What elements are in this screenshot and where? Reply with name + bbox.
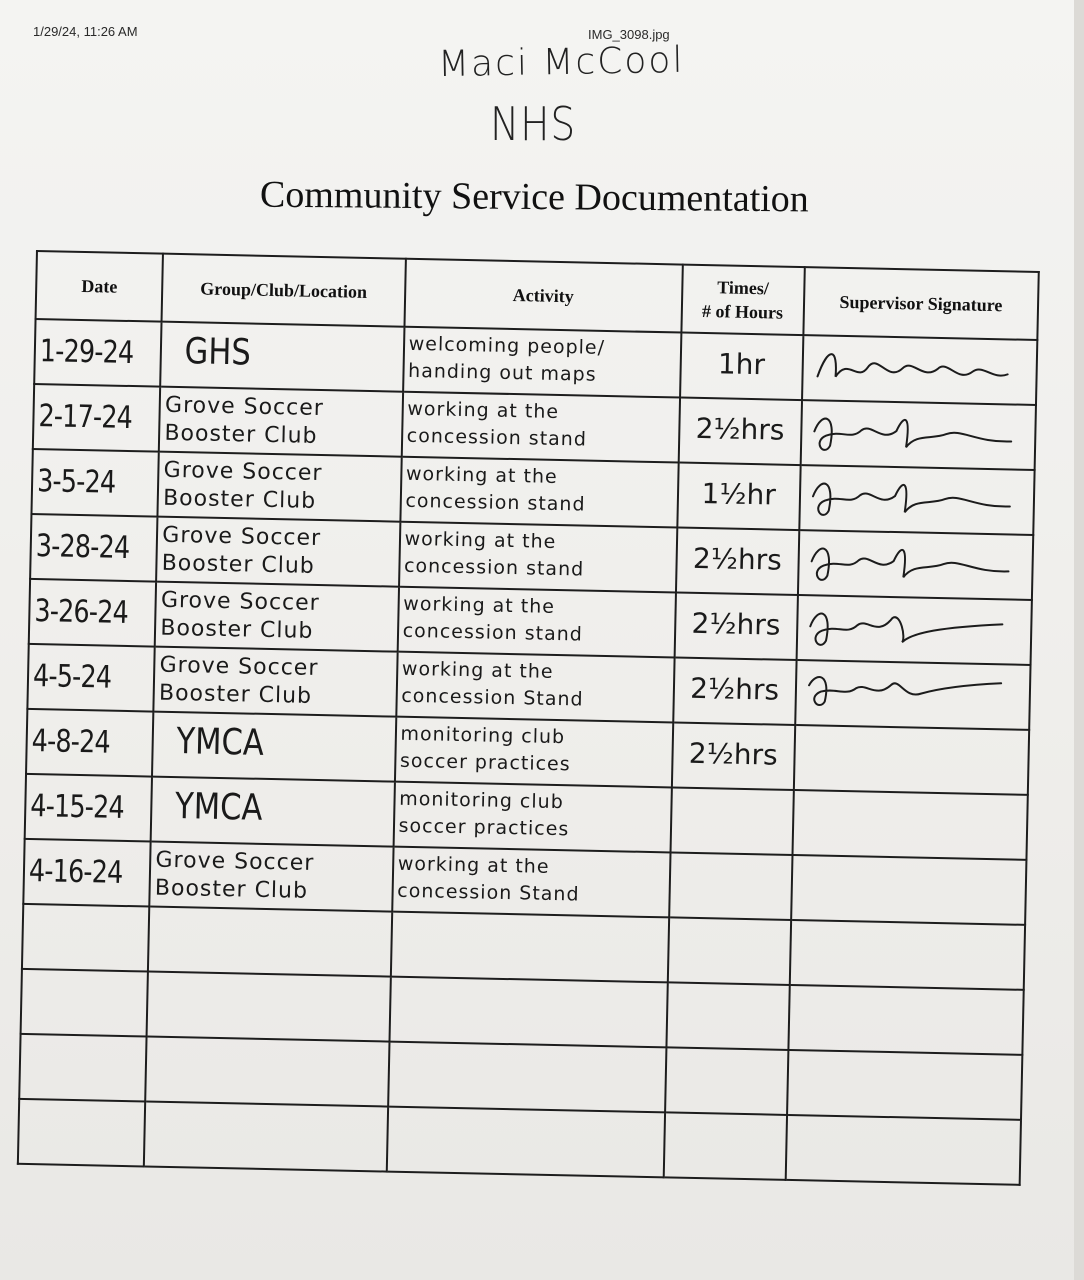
cell-date [23,839,151,907]
cell-signature [802,335,1038,405]
activity-value: working at the concession stand [406,397,588,451]
signature-stroke [810,613,1003,648]
cell-signature [795,660,1031,730]
cell-date [18,1099,146,1167]
cell-signature [796,595,1032,665]
hours-value: 2½hrs [695,411,785,447]
date-value [26,1035,121,1037]
column-header-hours [681,265,805,336]
date-value [27,970,122,972]
cell-hours [667,917,791,985]
cell-date [22,904,150,972]
cell-hours [680,333,804,401]
cell-hours [674,592,798,660]
date-value: 3-28-24 [35,528,130,567]
date-value: 3-26-24 [34,593,129,632]
cell-activity [389,977,667,1048]
cell-activity [399,522,677,593]
service-log-table-wrapper [17,250,1040,1186]
cell-activity [390,912,668,983]
activity-value: working at the concession stand [405,462,586,516]
group-value: Grove Soccer Booster Club [164,392,325,449]
organization-label: NHS [490,97,577,151]
service-log-table [17,250,1040,1186]
cell-group [148,907,392,977]
cell-activity [392,847,670,918]
cell-date [33,384,161,452]
cell-hours [677,462,801,530]
cell-hours [671,722,795,790]
date-value: 4-5-24 [32,658,112,696]
signature-stroke [812,483,1010,519]
signature-stroke [811,548,1009,584]
cell-hours [663,1112,787,1180]
group-value: YMCA [176,721,265,764]
group-value: YMCA [174,786,264,829]
signature-stroke [808,677,1001,709]
cell-group [144,1101,388,1171]
supervisor-signature [800,661,1025,726]
cell-group [160,322,404,392]
cell-date [31,449,159,517]
date-value: 1-29-24 [39,333,134,372]
cell-activity [397,587,675,658]
cell-signature [788,985,1024,1055]
group-value: Grove Soccer Booster Club [160,587,321,644]
column-header-hours-line1: Times/ [716,277,770,299]
cell-group [151,777,395,847]
page-edge-shadow [1074,0,1084,1280]
cell-date [29,579,157,647]
group-value: GHS [184,331,252,374]
supervisor-signature [806,401,1031,466]
cell-group [155,582,399,652]
column-header-group: Group/Club/Location [162,254,406,327]
cell-date [27,644,155,712]
column-header-activity: Activity [404,259,682,333]
cell-activity [386,1107,664,1178]
cell-group [154,647,398,717]
activity-value: welcoming people/ handing out maps [407,332,606,386]
cell-date [25,774,153,842]
cell-date [26,709,154,777]
cell-date [30,514,158,582]
cell-hours [669,852,793,920]
activity-value: working at the concession Stand [401,657,584,711]
column-header-hours-line2: # of Hours [701,300,784,323]
activity-value: working at the concession stand [403,527,585,581]
hours-value: 1hr [717,347,766,382]
hours-value [670,1113,782,1115]
cell-hours [670,787,794,855]
print-timestamp: 1/29/24, 11:26 AM [33,24,138,39]
cell-activity [403,327,681,398]
hours-value: 1½hr [701,476,777,512]
date-value: 3-5-24 [36,463,116,501]
hours-value: 2½hrs [691,606,781,642]
cell-signature [798,530,1034,600]
cell-signature [785,1115,1021,1185]
group-value: Grove Soccer Booster Club [158,652,319,709]
print-filename: IMG_3098.jpg [588,27,670,42]
hours-value: 2½hrs [689,671,780,707]
cell-group [156,517,400,587]
column-header-signature: Supervisor Signature [803,267,1039,340]
hours-value [674,919,786,921]
cell-date [19,1034,147,1102]
cell-activity [396,652,674,723]
cell-signature [794,725,1030,795]
cell-group [150,842,394,912]
column-header-date: Date [36,251,164,322]
cell-activity [393,782,671,853]
signature-scribble [804,466,1015,528]
cell-date [21,969,149,1037]
signature-scribble [800,661,1011,723]
signature-scribble [801,596,1012,658]
group-value: Grove Soccer Booster Club [154,847,315,904]
signature-scribble [803,531,1014,593]
cell-group [147,972,391,1042]
cell-hours [673,657,797,725]
date-value [28,905,123,907]
date-value: 2-17-24 [38,398,133,437]
cell-activity [400,457,678,528]
table-body [18,319,1037,1185]
supervisor-signature [801,596,1026,661]
cell-date [34,319,162,387]
date-value [24,1100,119,1102]
cell-hours [666,982,790,1050]
group-value: Grove Soccer Booster Club [161,522,322,579]
date-value: 4-16-24 [28,852,123,891]
hours-value [676,789,788,791]
supervisor-signature [804,466,1029,531]
group-value: Grove Soccer Booster Club [162,457,323,514]
cell-signature [800,400,1036,470]
hours-value [671,1048,783,1050]
student-name: Maci McCool [437,39,685,86]
hours-value [675,854,787,856]
cell-group [158,452,402,522]
activity-value: monitoring club soccer practices [398,787,570,841]
cell-signature [790,920,1026,990]
cell-group [159,387,403,457]
hours-value [672,983,784,985]
cell-signature [799,465,1035,535]
hours-value: 2½hrs [688,736,779,772]
signature-stroke [817,354,1007,380]
supervisor-signature [803,531,1028,596]
date-value: 4-15-24 [29,788,125,826]
cell-hours [665,1047,789,1115]
cell-activity [401,392,679,463]
supervisor-signature [807,336,1032,401]
date-value: 4-8-24 [31,723,111,761]
signature-scribble [806,401,1017,463]
cell-signature [787,1050,1023,1120]
cell-signature [791,855,1027,925]
document-title: Community Service Documentation [259,173,809,221]
activity-value: working at the concession stand [402,592,584,646]
signature-scribble [807,336,1018,398]
cell-hours [676,527,800,595]
activity-value: working at the concession Stand [397,852,580,906]
activity-value: monitoring club soccer practices [399,722,571,776]
signature-stroke [814,418,1012,454]
cell-activity [395,717,673,788]
hours-value: 2½hrs [692,541,783,577]
cell-signature [792,790,1028,860]
cell-group [152,712,396,782]
cell-hours [678,398,802,466]
cell-activity [388,1042,666,1113]
cell-group [145,1036,389,1106]
